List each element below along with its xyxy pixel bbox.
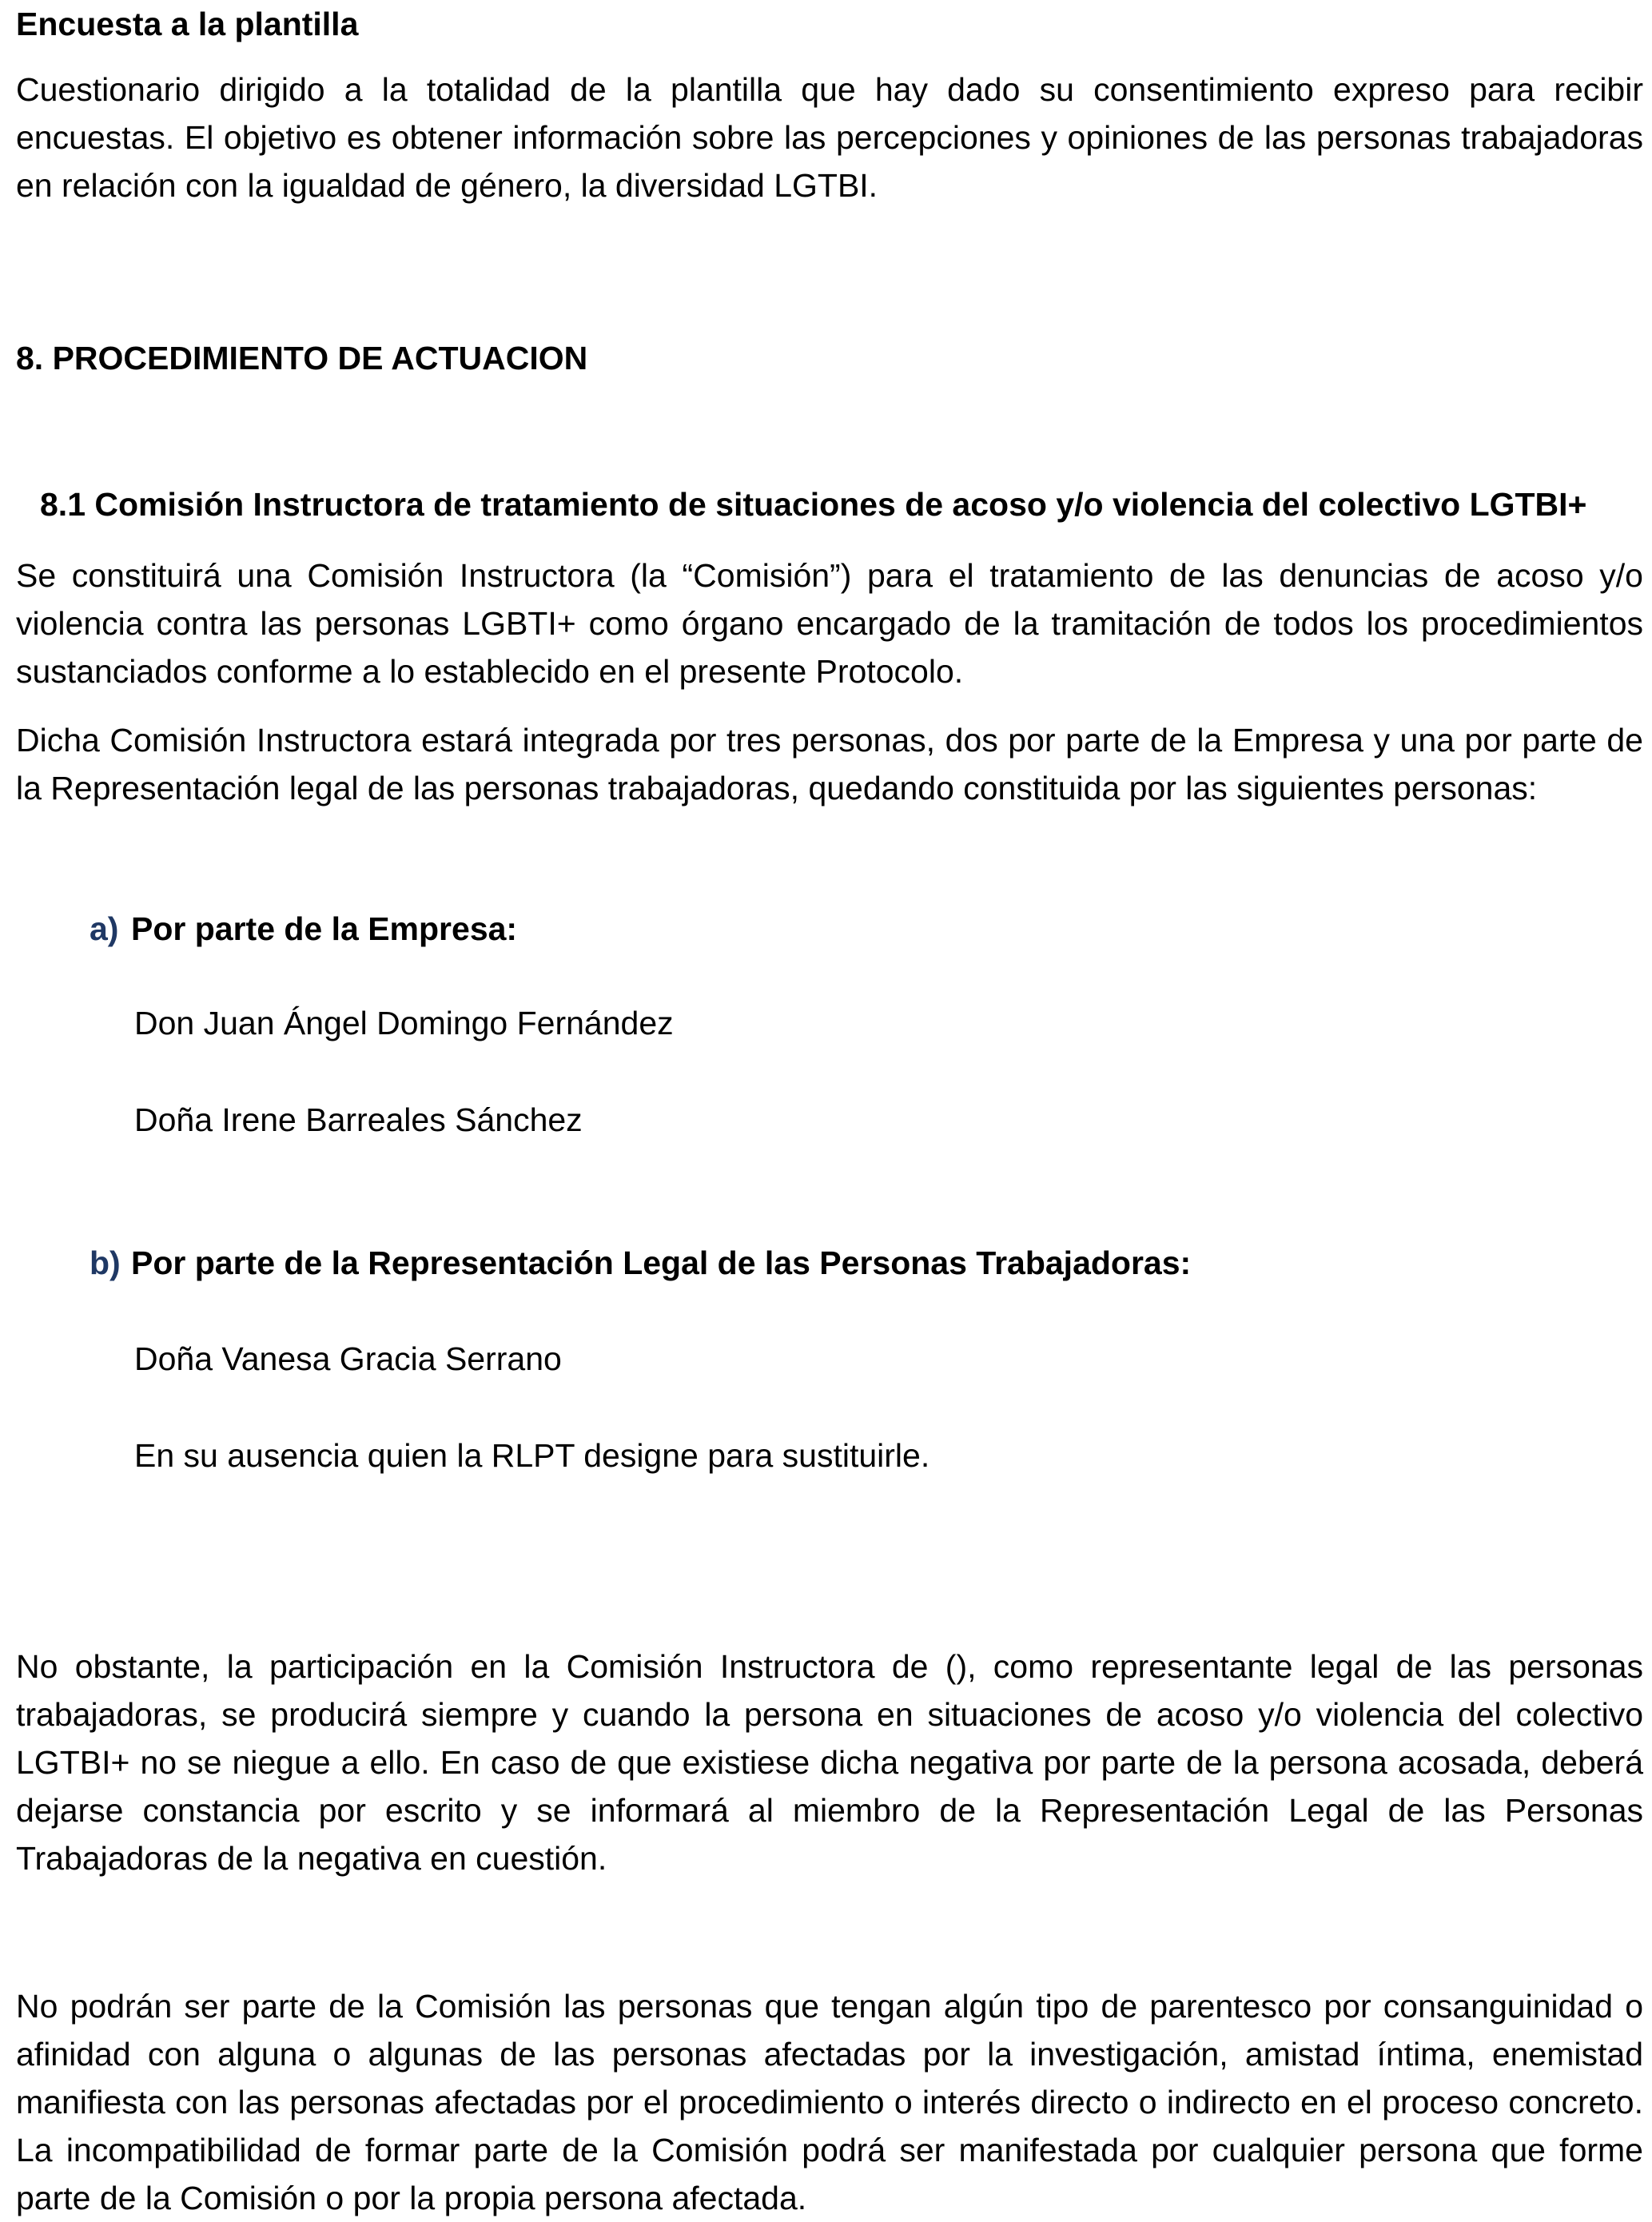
paragraph-comision-integracion: Dicha Comisión Instructora estará integrada por tres personas, dos por parte de la Empresa y una por parte de la Representación legal de las personas trabajadoras, quedando constituida por las siguientes personas:: [16, 722, 1643, 806]
legal-rep-label: Por parte de la Representación Legal de las Personas Trabajadoras:: [131, 1244, 1192, 1281]
survey-description: Cuestionario dirigido a la totalidad de la plantilla que hay dado su consentimiento expreso para recibir encuestas. El objetivo es obtener información sobre las percepciones y opiniones de las personas trabajadoras en relación con la igualdad de género, la diversidad LGTBI.: [16, 71, 1643, 204]
legal-rep-members-heading: [90, 1239, 1643, 1287]
legal-rep-member: En su ausencia quien la RLPT designe para sustituirle.: [134, 1437, 930, 1474]
company-members-heading: [90, 905, 1643, 953]
company-member: Doña Irene Barreales Sánchez: [134, 1101, 583, 1138]
paragraph-comision-constitucion: Se constituirá una Comisión Instructora (la “Comisión”) para el tratamiento de las denuncias de acoso y/o violencia contra las personas LGBTI+ como órgano encargado de la tramitación de todos los procedimientos sustanciados conforme a lo establecido en el presente Protocolo.: [16, 557, 1643, 690]
company-label: Por parte de la Empresa:: [131, 910, 518, 947]
list-letter-a: a): [90, 910, 119, 947]
legal-rep-member: Doña Vanesa Gracia Serrano: [134, 1340, 562, 1377]
section-heading: 8. PROCEDIMIENTO DE ACTUACION: [16, 340, 588, 376]
company-member: Don Juan Ángel Domingo Fernández: [134, 1005, 674, 1041]
list-letter-b: b): [90, 1244, 121, 1281]
paragraph-incompatibilidad: No podrán ser parte de la Comisión las personas que tengan algún tipo de parentesco por consanguinidad o afinidad con alguna o algunas de las personas afectadas por la investigación, amistad íntima, enemistad manifiesta con las personas afectadas por el procedimiento o interés directo o indirecto en el proceso concreto. La incompatibilidad de formar parte de la Comisión podrá ser manifestada por cualquier persona que forme parte de la Comisión o por la propia persona afectada.: [16, 1988, 1643, 2216]
survey-title: Encuesta a la plantilla: [16, 6, 359, 42]
paragraph-participacion-rlpt: No obstante, la participación en la Comisión Instructora de (), como representante legal de las personas trabajadoras, se producirá siempre y cuando la persona en situaciones de acoso y/o violencia del colectivo LGTBI+ no se niegue a ello. En caso de que existiese dicha negativa por parte de la persona acosada, deberá dejarse constancia por escrito y se informará al miembro de la Representación Legal de las Personas Trabajadoras de la negativa en cuestión.: [16, 1648, 1643, 1877]
section-subheading: 8.1 Comisión Instructora de tratamiento de situaciones de acoso y/o violencia del colectivo LGTBI+: [40, 486, 1587, 523]
